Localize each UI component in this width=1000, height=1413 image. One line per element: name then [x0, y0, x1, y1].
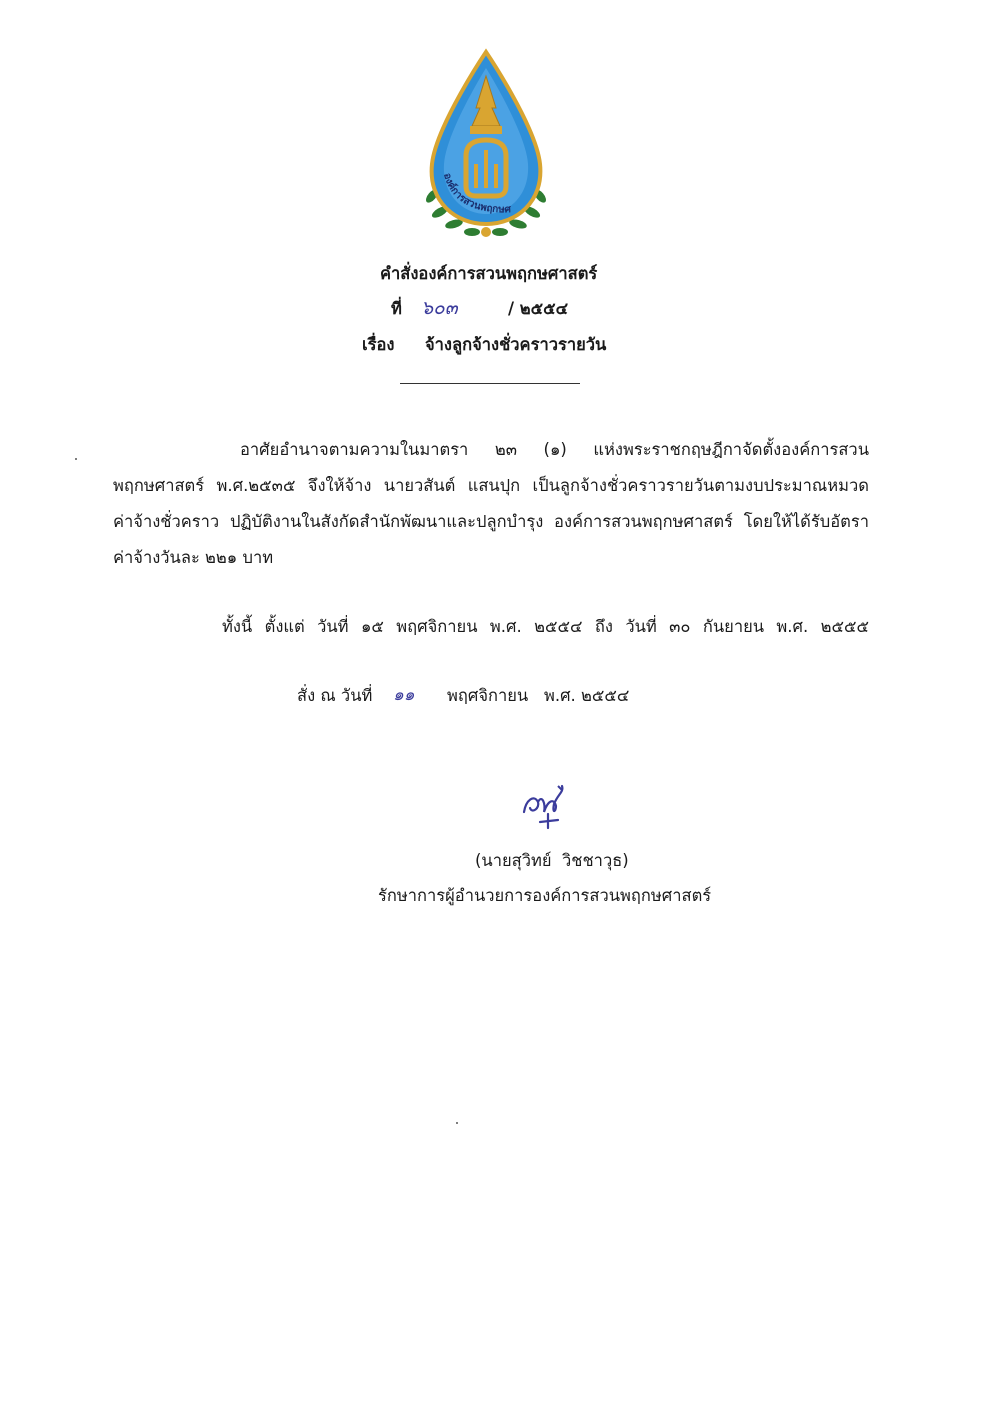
signatory-name: (นายสุวิทย์ วิชชาวุธ)	[475, 851, 629, 870]
text-segment: อาศัยอำนาจตามความในมาตรา	[240, 440, 469, 459]
paragraph-1-line-3	[113, 509, 869, 535]
text-segment: วันที่	[625, 617, 657, 636]
text-segment: ปฏิบัติงานในสังกัดสำนักพัฒนาและปลูกบำรุง	[229, 512, 544, 531]
paragraph-1-line-4: ค่าจ้างวันละ ๒๒๑ บาท	[113, 548, 274, 567]
text-segment: โดยให้ได้รับอัตรา	[743, 512, 869, 531]
employee-name: นายวสันต์	[383, 476, 456, 495]
start-year: ๒๕๕๔	[534, 617, 583, 636]
organization-emblem-logo	[414, 46, 558, 242]
text-segment: องค์การสวนพฤกษศาสตร์	[554, 512, 733, 531]
handwritten-signature	[518, 782, 574, 834]
text-segment: (๑)	[543, 440, 567, 459]
end-month: กันยายน	[702, 617, 765, 636]
order-number-year: / ๒๕๕๔	[508, 299, 569, 318]
employee-surname: แสนปุก	[467, 476, 521, 495]
start-day: ๑๕	[360, 617, 384, 636]
text-segment: พ.ศ.	[776, 617, 809, 636]
paragraph-1-line-1	[240, 437, 869, 463]
text-segment: ค่าจ้างชั่วคราว	[113, 512, 220, 531]
text-segment: ทั้งนี้	[222, 617, 253, 636]
subject-label: เรื่อง	[362, 335, 395, 354]
text-segment: ๒๓	[494, 440, 517, 459]
order-date-prefix: สั่ง ณ วันที่	[297, 686, 373, 705]
start-month: พฤศจิกายน	[396, 617, 478, 636]
text-segment: เป็นลูกจ้างชั่วคราวรายวันตามงบประมาณหมวด	[532, 476, 869, 495]
paragraph-1-line-2	[113, 473, 869, 499]
order-date-day-handwritten: ๑๑	[393, 685, 415, 705]
order-date-month-year: พฤศจิกายน พ.ศ. ๒๕๕๔	[447, 686, 630, 705]
text-segment: วันที่	[317, 617, 349, 636]
text-segment: ตั้งแต่	[264, 617, 305, 636]
text-segment: จึงให้จ้าง	[307, 476, 372, 495]
text-segment: แห่งพระราชกฤษฎีกาจัดตั้งองค์การสวน	[593, 440, 869, 459]
text-segment: พฤกษศาสตร์	[113, 476, 205, 495]
svg-text:องค์การสวนพฤกษศาสตร์: องค์การสวนพฤกษศ	[441, 171, 512, 216]
scan-speck	[456, 1122, 458, 1124]
effective-period	[222, 614, 869, 640]
signatory-position: รักษาการผู้อำนวยการองค์การสวนพฤกษศาสตร์	[378, 886, 712, 905]
end-year: ๒๕๕๕	[820, 617, 869, 636]
text-segment: ถึง	[594, 617, 613, 636]
order-title: คำสั่งองค์การสวนพฤกษศาสตร์	[380, 264, 598, 283]
subject-text: จ้างลูกจ้างชั่วคราวรายวัน	[425, 335, 607, 354]
text-segment: พ.ศ.๒๕๓๕	[216, 476, 296, 495]
order-number-prefix: ที่	[391, 299, 402, 318]
end-day: ๓๐	[669, 617, 691, 636]
header-divider	[400, 383, 580, 384]
scan-speck	[75, 458, 77, 460]
order-number-handwritten: ๖๐๓	[421, 297, 458, 319]
text-segment: พ.ศ.	[489, 617, 522, 636]
